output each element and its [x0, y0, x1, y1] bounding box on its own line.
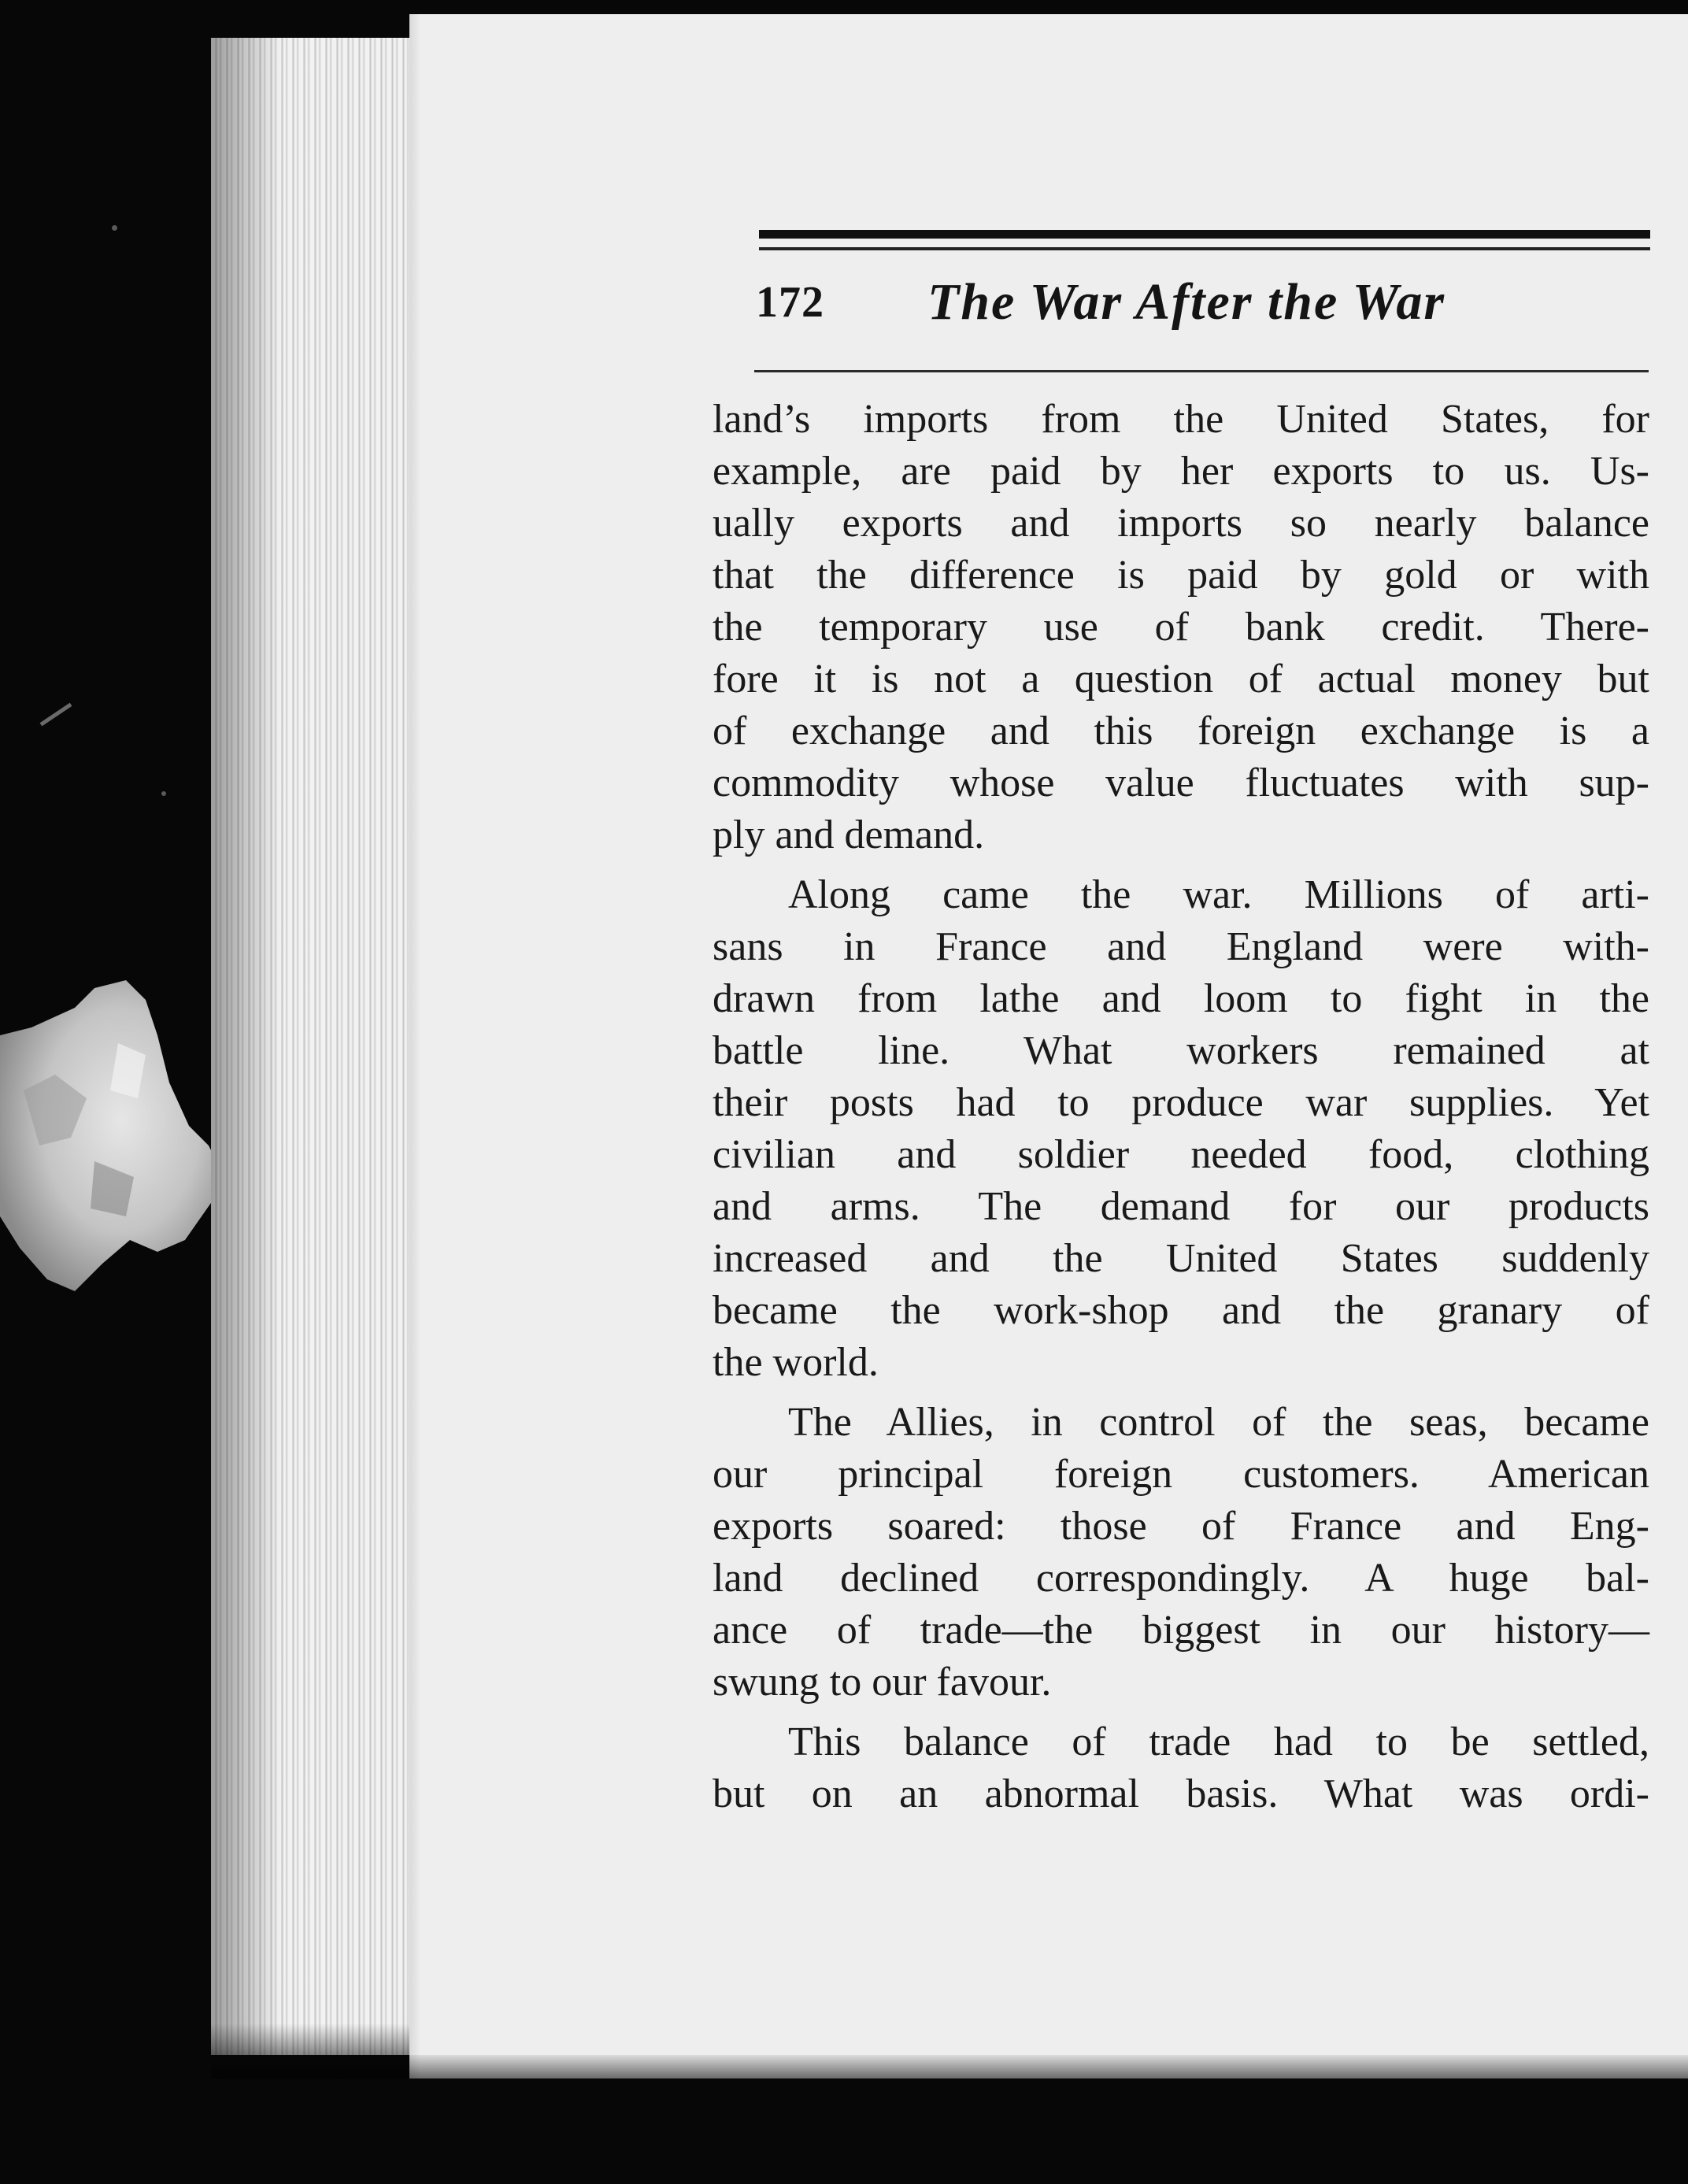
text-line: exports soared: those of France and Eng- [713, 1504, 1649, 1549]
text-line: of exchange and this foreign exchange is a [713, 709, 1649, 753]
header-rule-bottom [754, 370, 1649, 372]
text-line: example, are paid by her exports to us. Us- [713, 449, 1649, 494]
page-edges [211, 38, 417, 2055]
text-line: commodity whose value fluctuates with sup- [713, 761, 1649, 805]
text-line: ually exports and imports so nearly balance [713, 501, 1649, 546]
text-line: ance of trade—the biggest in our history— [713, 1608, 1649, 1653]
header-rule-thick [759, 230, 1650, 239]
dust-speck [112, 225, 117, 231]
text-line: swung to our favour. [713, 1660, 1052, 1705]
text-line: land declined correspondingly. A huge bal- [713, 1556, 1649, 1601]
page-number: 172 [756, 278, 824, 327]
text-line: This balance of trade had to be settled, [788, 1719, 1649, 1764]
text-line: fore it is not a question of actual money but [713, 657, 1649, 701]
text-line: the world. [713, 1340, 879, 1385]
dust-speck [161, 791, 166, 796]
text-line: became the work-shop and the granary of [713, 1288, 1649, 1333]
text-line: land’s imports from the United States, for [713, 397, 1649, 442]
text-line: Along came the war. Millions of arti- [788, 872, 1649, 917]
paper-fragment [0, 980, 222, 1295]
page-bottom-shadow [211, 2055, 1688, 2079]
text-line: battle line. What workers remained at [713, 1028, 1649, 1073]
text-line: The Allies, in control of the seas, became [788, 1400, 1649, 1445]
scratch-mark [40, 703, 72, 727]
text-line: ply and demand. [713, 813, 985, 857]
text-line: that the difference is paid by gold or with [713, 553, 1649, 598]
text-line: the temporary use of bank credit. There- [713, 605, 1649, 650]
text-line: our principal foreign customers. American [713, 1452, 1649, 1497]
text-line: but on an abnormal basis. What was ordi- [713, 1771, 1649, 1816]
text-line: sans in France and England were with- [713, 924, 1649, 969]
text-line: and arms. The demand for our products [713, 1184, 1649, 1229]
text-line: drawn from lathe and loom to fight in the [713, 976, 1649, 1021]
header-rule-thin [759, 247, 1650, 250]
text-line: their posts had to produce war supplies. Yet [713, 1080, 1649, 1125]
text-line: increased and the United States suddenly [713, 1236, 1649, 1281]
text-line: civilian and soldier needed food, clothing [713, 1132, 1649, 1177]
running-title: The War After the War [927, 273, 1446, 331]
